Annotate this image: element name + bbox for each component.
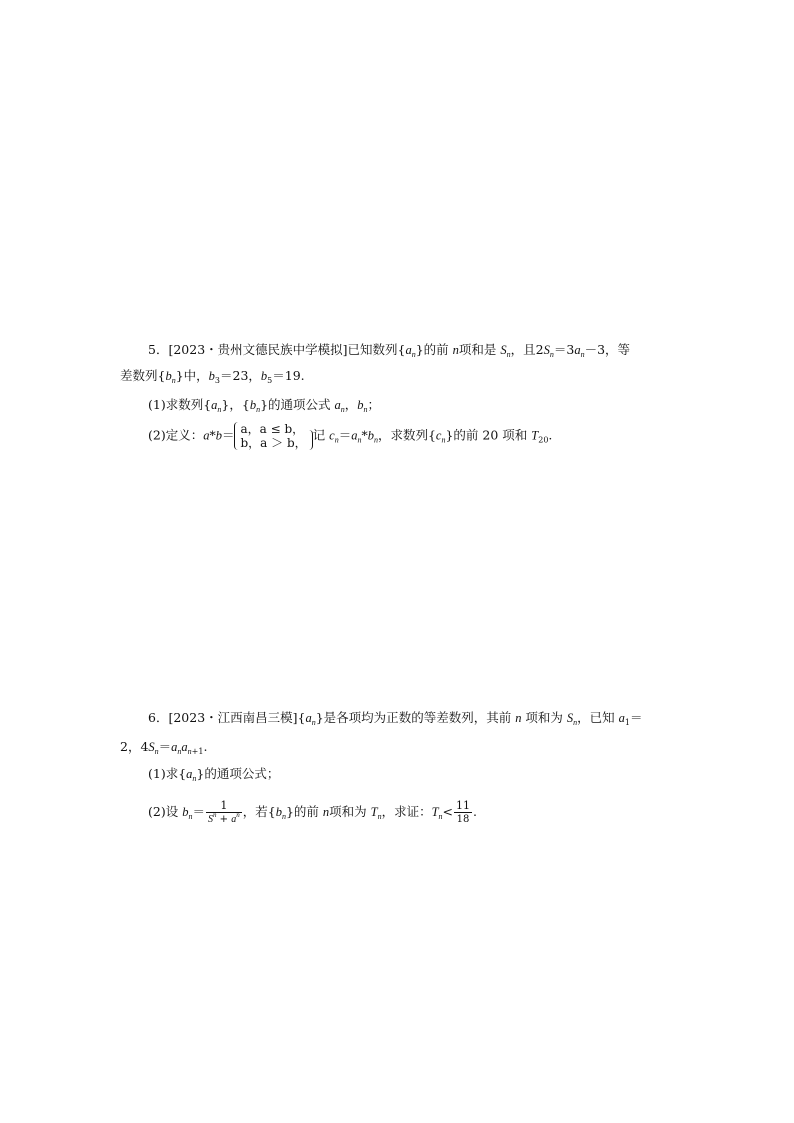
fraction-b-n: $\frac{1}{S^n + a^n}$ [207,799,240,825]
q6-source: [2023・江西南昌三模] [168,710,298,725]
q5-line-1: 5．[2023・贵州文德民族中学模拟]已知数列$\{a_n\}$的前 n项和是 $S_n$，且$2S_n=3a_n-3$，等 [148,342,631,359]
q5-source: [2023・贵州文德民族中学模拟] [168,342,348,357]
q6-part-1: (1)求$\{a_n\}$的通项公式； [148,766,280,783]
q6-line-1: 6．[2023・江西南昌三模]$\{a_n\}$是各项均为正数的等差数列，其前 n 项和为 $S_n$，已知 $a_1=$ [148,710,643,727]
q6-number: 6． [148,710,169,725]
fraction-11-18: $\frac{11}{18}$ [456,799,471,825]
q5-line-2: 差数列$\{b_n\}$中，$b_3=23$，$b_5=19$. [120,368,305,385]
q5-part-1: (1)求数列$\{a_n\}$，$\{b_n\}$的通项公式 $a_n$，$b_n$； [148,397,381,414]
q6-part-2: (2)设 $b_n=$ $\frac{1}{S^n + a^n}$ ，若$\{b_n\}$的前 n项和为 $T_n$，求证：$T_n<$ $\frac{11}{18}$ . [148,799,478,825]
piecewise-definition: a，a ≤ b， b，a ＞ b， [234,422,312,450]
q5-part-2: (2)定义：a*b＝ a，a ≤ b， b，a ＞ b， 记 $c_n=a_n*b_n$，求数列$\{c_n\}$的前 20 项和 $T_{20}$. [148,422,553,450]
q5-number: 5． [148,342,169,357]
q6-line-2: 2，$4S_n=a_na_{n+1}$. [120,739,208,756]
